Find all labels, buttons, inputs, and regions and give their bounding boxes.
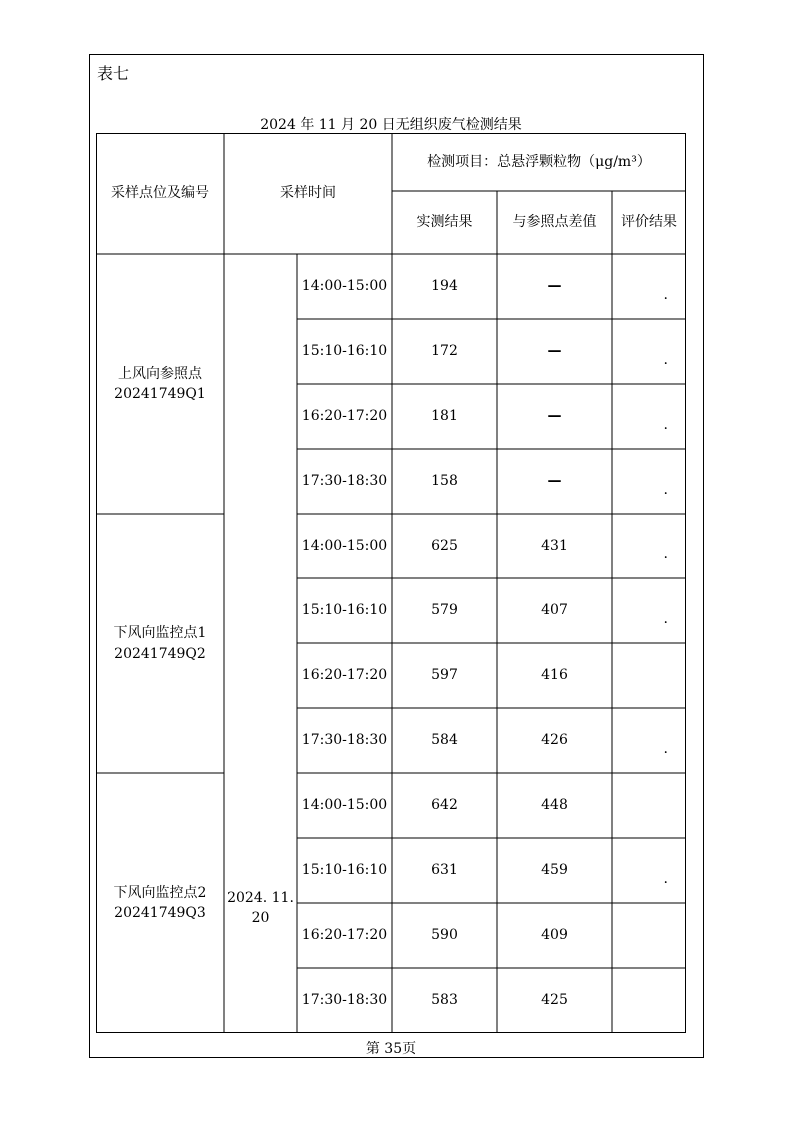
site-cell — [96, 773, 224, 1033]
site-cell — [96, 254, 224, 514]
measured-cell: 158 — [431, 473, 458, 490]
table-label: 表七 — [97, 64, 130, 83]
measured-cell: 631 — [431, 862, 458, 879]
header-item: 检测项目：总悬浮颗粒物（μg/m³） — [427, 153, 651, 170]
diff-cell: 431 — [541, 537, 568, 554]
eval-cell: . — [663, 545, 668, 562]
site-name: 上风向参照点 — [118, 365, 202, 382]
diff-cell: 448 — [541, 797, 568, 814]
site-cell — [96, 514, 224, 773]
time-cell: 15:10-16:10 — [301, 343, 388, 360]
eval-cell — [612, 903, 686, 968]
header-evaluation: 评价结果 — [621, 214, 677, 231]
measured-cell: 172 — [431, 343, 458, 360]
eval-cell: . — [663, 416, 668, 433]
eval-cell: . — [663, 481, 668, 498]
eval-cell: . — [663, 870, 668, 887]
measured-cell: 194 — [431, 278, 458, 295]
measured-cell: 579 — [431, 602, 458, 619]
measured-cell: 625 — [431, 537, 458, 554]
diff-cell: 416 — [541, 667, 568, 684]
header-site: 采样点位及编号 — [111, 185, 209, 202]
diff-cell: — — [547, 408, 562, 425]
measured-cell: 590 — [431, 927, 458, 944]
eval-cell — [612, 643, 686, 708]
eval-cell — [612, 773, 686, 838]
measured-cell: 181 — [431, 408, 458, 425]
site-name: 下风向监控点1 — [113, 625, 207, 642]
site-code: 20241749Q1 — [114, 386, 206, 402]
site-name: 下风向监控点2 — [113, 884, 207, 901]
site-code: 20241749Q3 — [114, 905, 206, 921]
diff-cell: 409 — [541, 927, 568, 944]
measured-cell: 584 — [431, 732, 458, 749]
diff-cell: 426 — [541, 732, 568, 749]
time-cell: 17:30-18:30 — [301, 732, 388, 749]
time-cell: 16:20-17:20 — [301, 927, 388, 944]
eval-cell: . — [663, 286, 668, 303]
header-time: 采样时间 — [280, 185, 336, 202]
header-measured: 实测结果 — [416, 214, 473, 231]
time-cell: 14:00-15:00 — [301, 278, 388, 295]
result-table — [96, 133, 686, 1033]
time-cell: 15:10-16:10 — [301, 862, 388, 879]
diff-cell: 407 — [541, 602, 568, 619]
diff-cell: 459 — [541, 862, 568, 879]
eval-cell — [612, 968, 686, 1033]
diff-cell: — — [547, 343, 562, 360]
sampling-date: 2024. 11. 20 — [227, 889, 294, 926]
time-cell: 16:20-17:20 — [301, 408, 388, 425]
time-cell: 14:00-15:00 — [301, 797, 388, 814]
diff-cell: — — [547, 278, 562, 295]
eval-cell: . — [663, 740, 668, 757]
time-cell: 17:30-18:30 — [301, 473, 388, 490]
table-title: 2024 年 11 月 20 日无组织废气检测结果 — [260, 117, 522, 133]
measured-cell: 642 — [431, 797, 458, 814]
eval-cell: . — [663, 610, 668, 627]
page-number: 第 35页 — [365, 1041, 417, 1057]
header-diff: 与参照点差值 — [512, 214, 597, 231]
measured-cell: 583 — [431, 992, 458, 1009]
diff-cell: — — [547, 473, 562, 490]
site-code: 20241749Q2 — [114, 645, 206, 662]
time-cell: 16:20-17:20 — [301, 667, 388, 684]
eval-cell: . — [663, 351, 668, 368]
measured-cell: 597 — [431, 667, 458, 684]
diff-cell: 425 — [541, 992, 568, 1009]
time-cell: 14:00-15:00 — [301, 537, 388, 554]
time-cell: 15:10-16:10 — [301, 602, 388, 619]
time-cell: 17:30-18:30 — [301, 992, 388, 1009]
